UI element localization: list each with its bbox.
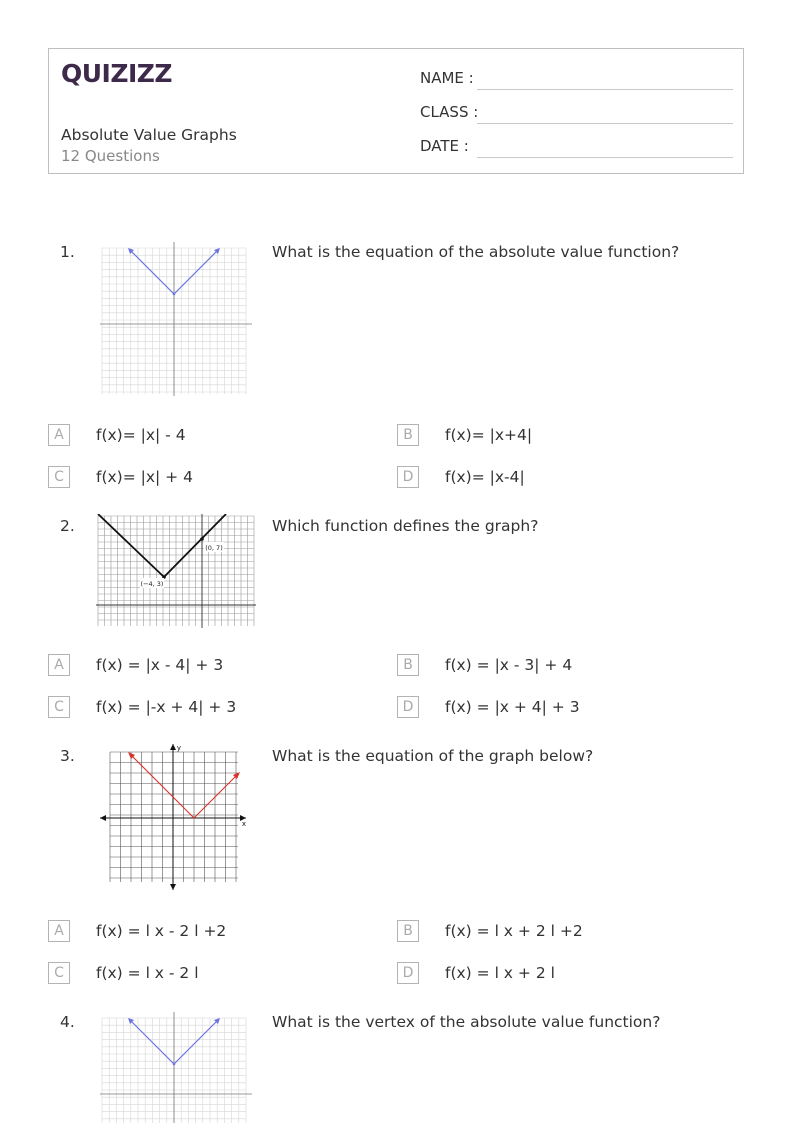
option-c-box[interactable]: C: [48, 696, 70, 718]
question-2-graph: [96, 514, 256, 628]
option-b-text: f(x) = l x + 2 l +2: [445, 922, 583, 940]
quizizz-logo: QUIZIZZ: [61, 59, 173, 88]
option-d-text: f(x)= |x-4|: [445, 468, 525, 486]
date-label: DATE :: [420, 137, 469, 155]
class-line[interactable]: [477, 123, 733, 124]
option-d-box[interactable]: D: [397, 466, 419, 488]
name-line[interactable]: [477, 89, 733, 90]
question-text: What is the vertex of the absolute value function?: [272, 1013, 661, 1031]
absolute-value-curve: [130, 754, 238, 818]
arrow-head: [170, 744, 176, 750]
point-label: (0, 7): [205, 544, 223, 552]
question-number: 2.: [60, 517, 75, 535]
option-a-text: f(x) = |x - 4| + 3: [96, 656, 224, 674]
option-d-text: f(x) = l x + 2 l: [445, 964, 555, 982]
class-label: CLASS :: [420, 103, 479, 121]
option-a-box[interactable]: A: [48, 424, 70, 446]
question-4-graph: [98, 1010, 256, 1123]
question-number: 3.: [60, 747, 75, 765]
point-marker: [200, 537, 204, 541]
question-text: Which function defines the graph?: [272, 517, 539, 535]
worksheet-header: [48, 48, 744, 174]
option-a-text: f(x)= |x| - 4: [96, 426, 186, 444]
question-count: 12 Questions: [61, 147, 160, 165]
option-c-box[interactable]: C: [48, 962, 70, 984]
option-c-text: f(x) = l x - 2 l: [96, 964, 199, 982]
option-a-box[interactable]: A: [48, 654, 70, 676]
option-c-box[interactable]: C: [48, 466, 70, 488]
name-label: NAME :: [420, 69, 474, 87]
question-text: What is the equation of the graph below?: [272, 747, 594, 765]
option-d-box[interactable]: D: [397, 962, 419, 984]
date-line[interactable]: [477, 157, 733, 158]
vertex-point: [173, 1063, 176, 1066]
vertex-label: (−4, 3): [140, 580, 164, 588]
arrow-head: [100, 815, 106, 821]
y-axis-label: y: [176, 744, 182, 752]
option-d-box[interactable]: D: [397, 696, 419, 718]
question-text: What is the equation of the absolute value function?: [272, 243, 680, 261]
option-c-text: f(x)= |x| + 4: [96, 468, 193, 486]
question-3-graph: [100, 742, 250, 892]
question-1-graph: [98, 240, 256, 398]
arrow-head: [170, 884, 176, 890]
option-b-box[interactable]: B: [397, 920, 419, 942]
option-b-box[interactable]: B: [397, 654, 419, 676]
worksheet-title: Absolute Value Graphs: [61, 126, 237, 144]
option-a-text: f(x) = l x - 2 l +2: [96, 922, 227, 940]
question-number: 4.: [60, 1013, 75, 1031]
option-b-text: f(x) = |x - 3| + 4: [445, 656, 573, 674]
vertex-point: [173, 293, 176, 296]
question-number: 1.: [60, 243, 75, 261]
option-d-text: f(x) = |x + 4| + 3: [445, 698, 580, 716]
x-axis-label: x: [241, 820, 247, 828]
option-b-box[interactable]: B: [397, 424, 419, 446]
option-c-text: f(x) = |-x + 4| + 3: [96, 698, 237, 716]
option-a-box[interactable]: A: [48, 920, 70, 942]
option-b-text: f(x)= |x+4|: [445, 426, 533, 444]
